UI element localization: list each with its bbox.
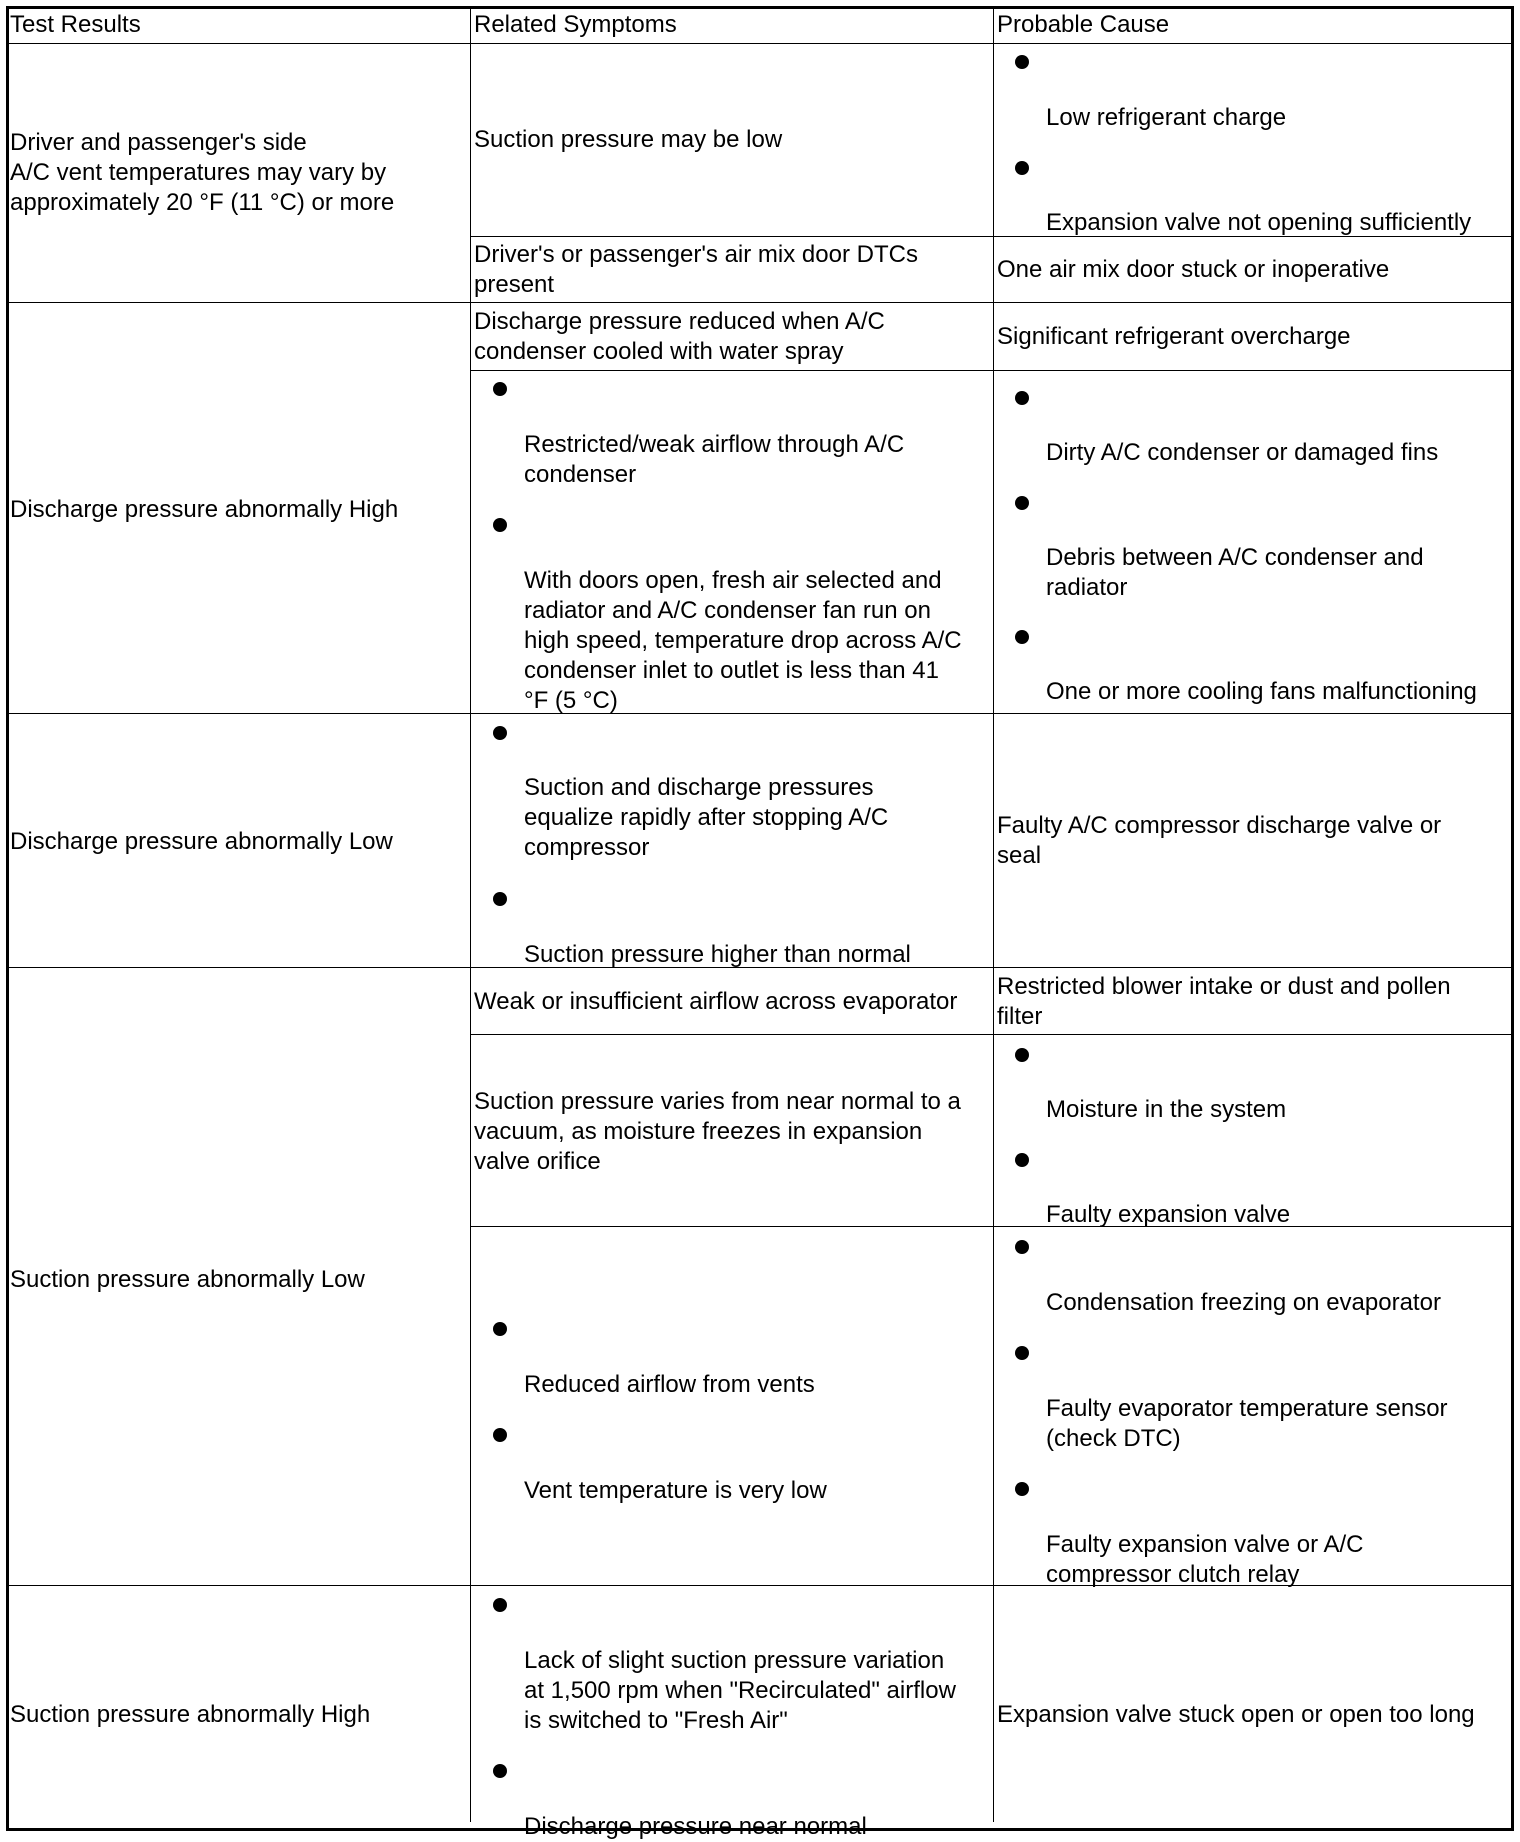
bullet-icon [1015,1153,1029,1167]
bullet-icon [1015,391,1029,405]
bullet-icon [493,518,507,532]
cause-text: Faulty evaporator temperature sensor [1046,1395,1448,1422]
cause-text: (check DTC) [1046,1425,1181,1452]
test-result-cell: Suction pressure abnormally High [10,1701,371,1728]
bullet-icon [493,892,507,906]
header-probable-cause: Probable Cause [997,11,1170,38]
cause-text: One or more cooling fans malfunctioning [1046,678,1477,705]
cause-text: Restricted blower intake or dust and pollen [997,973,1451,1000]
symptom-text: vacuum, as moisture freezes in expansion [474,1118,923,1145]
symptom-text: Discharge pressure reduced when A/C [474,308,885,335]
bullet-icon [1015,630,1029,644]
row-divider [470,370,1511,371]
cause-text: radiator [1046,574,1128,601]
cause-text: Faulty A/C compressor discharge valve or [997,812,1442,839]
bullet-icon [1015,496,1029,510]
bullet-icon [1015,1240,1029,1254]
cause-text: Faulty expansion valve [1046,1201,1291,1228]
row-divider [9,713,1511,714]
symptom-text: Suction pressure may be low [474,126,783,153]
symptom-text: condenser cooled with water spray [474,338,844,365]
column-divider [993,9,994,1822]
symptom-text: Lack of slight suction pressure variation [524,1647,945,1674]
symptom-text: Driver's or passenger's air mix door DTCs [474,241,918,268]
symptom-text: condenser inlet to outlet is less than 41 [524,657,939,684]
cause-text: One air mix door stuck or inoperative [997,256,1390,283]
symptom-text: radiator and A/C condenser fan run on [524,597,931,624]
cause-text: Condensation freezing on evaporator [1046,1289,1441,1316]
bullet-icon [493,1598,507,1612]
cause-text: Expansion valve not opening sufficiently [1046,209,1472,236]
cause-text: Faulty expansion valve or A/C [1046,1531,1364,1558]
column-divider [470,9,471,1822]
test-result-cell: Discharge pressure abnormally High [10,496,399,523]
cause-text: Dirty A/C condenser or damaged fins [1046,439,1439,466]
symptom-text: With doors open, fresh air selected and [524,567,942,594]
bullet-icon [493,1322,507,1336]
symptom-text: is switched to "Fresh Air" [524,1707,788,1734]
test-result-cell: A/C vent temperatures may vary by [10,159,387,186]
symptom-text: Discharge pressure near normal [524,1813,867,1840]
bullet-icon [493,726,507,740]
row-divider [470,1034,1511,1035]
row-divider [470,1226,1511,1227]
symptom-text: present [474,271,555,298]
symptom-text: °F (5 °C) [524,687,618,714]
cause-text: Moisture in the system [1046,1096,1287,1123]
row-divider [9,43,1511,44]
test-result-cell: Discharge pressure abnormally Low [10,828,393,855]
bullet-icon [1015,55,1029,69]
symptom-text: Suction pressure higher than normal [524,941,911,968]
header-related-symptoms: Related Symptoms [474,11,677,38]
bullet-icon [493,1428,507,1442]
cause-text: Expansion valve stuck open or open too long [997,1701,1475,1728]
cause-text: Debris between A/C condenser and [1046,544,1424,571]
test-result-cell: Suction pressure abnormally Low [10,1266,365,1293]
cause-text: Significant refrigerant overcharge [997,323,1351,350]
bullet-icon [1015,1482,1029,1496]
symptom-text: Restricted/weak airflow through A/C [524,431,905,458]
symptom-text: Suction and discharge pressures [524,774,874,801]
symptom-text: compressor [524,834,650,861]
bullet-icon [1015,1048,1029,1062]
bullet-icon [1015,1346,1029,1360]
symptom-text: at 1,500 rpm when "Recirculated" airflow [524,1677,956,1704]
row-divider [9,302,1511,303]
bullet-icon [493,1764,507,1778]
symptom-text: Vent temperature is very low [524,1477,827,1504]
cause-text: Low refrigerant charge [1046,104,1287,131]
symptom-text: equalize rapidly after stopping A/C [524,804,889,831]
cause-text: filter [997,1003,1043,1030]
header-test-results: Test Results [10,11,141,38]
test-result-cell: Driver and passenger's side [10,129,307,156]
bullet-icon [493,382,507,396]
symptom-text: condenser [524,461,637,488]
cause-text: seal [997,842,1042,869]
symptom-text: Suction pressure varies from near normal to a [474,1088,961,1115]
bullet-icon [1015,161,1029,175]
symptom-text: valve orifice [474,1148,601,1175]
symptom-text: Reduced airflow from vents [524,1371,815,1398]
symptom-text: Weak or insufficient airflow across evaporator [474,988,958,1015]
test-result-cell: approximately 20 °F (11 °C) or more [10,189,395,216]
cause-text: compressor clutch relay [1046,1561,1300,1588]
symptom-text: high speed, temperature drop across A/C [524,627,962,654]
